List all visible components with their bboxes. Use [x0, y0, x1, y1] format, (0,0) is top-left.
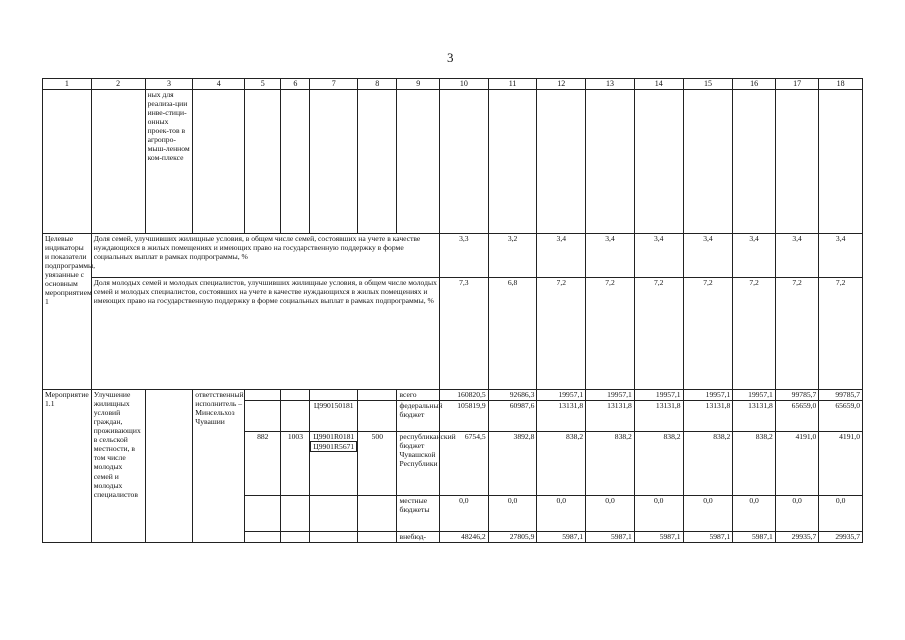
- csr-code: Ц9901R5671: [310, 441, 357, 452]
- column-header: 14: [634, 79, 683, 90]
- column-header: 17: [775, 79, 819, 90]
- indicator-value: 7,2: [537, 277, 586, 389]
- amount: 4191,0: [819, 431, 863, 495]
- indicator-value: 7,2: [683, 277, 733, 389]
- amount: 13131,8: [586, 400, 635, 431]
- column-header: 2: [91, 79, 145, 90]
- indicator-value: 7,2: [819, 277, 863, 389]
- column-header: 18: [819, 79, 863, 90]
- indicator-value: 3,3: [439, 233, 488, 277]
- source-label: республиканский бюджет Чувашской Республики: [397, 431, 440, 495]
- amount: 60987,6: [488, 400, 537, 431]
- amount: 3892,8: [488, 431, 537, 495]
- amount: 92686,3: [488, 389, 537, 400]
- amount: 0,0: [819, 495, 863, 531]
- column-header: 7: [310, 79, 358, 90]
- amount: 13131,8: [733, 400, 776, 431]
- column-header: 6: [281, 79, 310, 90]
- column-header: 1: [43, 79, 92, 90]
- amount: 19957,1: [586, 389, 635, 400]
- amount: 0,0: [439, 495, 488, 531]
- amount: 838,2: [634, 431, 683, 495]
- amount: 5987,1: [537, 531, 586, 542]
- indicator-text: Доля молодых семей и молодых специалистов, улучшивших жилищные условия, в общем числе молодых семей и молодых специалистов, состоявших на учете в качестве нуждающихся в жилых помещениях и имеющих право на государственную поддержку в форме социальных выплат в рамках подпрограммы, %: [91, 277, 439, 389]
- amount: 19957,1: [634, 389, 683, 400]
- amount: 5987,1: [586, 531, 635, 542]
- csr-code: Ц9901R0181: [313, 431, 355, 441]
- indicator-value: 7,2: [733, 277, 776, 389]
- column-header: 16: [733, 79, 776, 90]
- column-header: 3: [145, 79, 193, 90]
- indicator-value: 3,4: [775, 233, 819, 277]
- amount: 105819,9: [439, 400, 488, 431]
- amount: 13131,8: [537, 400, 586, 431]
- column-header: 11: [488, 79, 537, 90]
- amount: 99785,7: [819, 389, 863, 400]
- source-label: местные бюджеты: [397, 495, 440, 531]
- targets-label: Целевые индикаторы и показатели подпрограммы, увязанные с основным мероприятием 1: [43, 233, 92, 389]
- amount: 19957,1: [537, 389, 586, 400]
- amount: 838,2: [537, 431, 586, 495]
- indicator-row: [43, 277, 863, 389]
- indicator-value: 3,4: [683, 233, 733, 277]
- amount: 65659,0: [775, 400, 819, 431]
- indicator-text: Доля семей, улучшивших жилищные условия, в общем числе семей, состоявших на учете в качестве нуждающихся в жилых помещениях и имеющих право на государственную поддержку в форме социальных выплат в рамках подпрограммы, %: [91, 233, 439, 277]
- continuation-row: [43, 89, 863, 233]
- amount: 5987,1: [634, 531, 683, 542]
- amount: 0,0: [733, 495, 776, 531]
- column-header: 12: [537, 79, 586, 90]
- indicator-value: 3,4: [733, 233, 776, 277]
- rzpr-code: 1003: [281, 431, 310, 495]
- amount: 5987,1: [733, 531, 776, 542]
- amount: 4191,0: [775, 431, 819, 495]
- indicator-value: 3,4: [537, 233, 586, 277]
- column-header: 10: [439, 79, 488, 90]
- column-header: 15: [683, 79, 733, 90]
- indicator-value: 3,4: [819, 233, 863, 277]
- amount: 0,0: [537, 495, 586, 531]
- financing-row-total: [43, 389, 863, 400]
- csr-code: Ц990150181: [310, 400, 358, 431]
- amount: 6754,5: [439, 431, 488, 495]
- indicator-value: 7,2: [775, 277, 819, 389]
- indicator-value: 3,4: [634, 233, 683, 277]
- amount: 65659,0: [819, 400, 863, 431]
- amount: 160820,5: [439, 389, 488, 400]
- column-header: 5: [245, 79, 281, 90]
- measure-executor: ответственный исполнитель – Минсельхоз Чувашии: [193, 389, 245, 542]
- indicator-value: 7,2: [634, 277, 683, 389]
- amount: 838,2: [683, 431, 733, 495]
- amount: 13131,8: [683, 400, 733, 431]
- source-label: федеральный бюджет: [397, 400, 440, 431]
- measure-label: Мероприятие 1.1: [43, 389, 92, 542]
- amount: 0,0: [683, 495, 733, 531]
- amount: 5987,1: [683, 531, 733, 542]
- amount: 0,0: [634, 495, 683, 531]
- page-number: 3: [447, 50, 454, 65]
- amount: 0,0: [586, 495, 635, 531]
- csr-codes: [310, 431, 358, 495]
- grbs-code: 882: [245, 431, 281, 495]
- amount: 27805,9: [488, 531, 537, 542]
- indicator-row: [43, 233, 863, 277]
- amount: 13131,8: [634, 400, 683, 431]
- indicator-value: 3,4: [586, 233, 635, 277]
- amount: 99785,7: [775, 389, 819, 400]
- indicator-value: 3,2: [488, 233, 537, 277]
- column-header: 8: [358, 79, 397, 90]
- column-header: 9: [397, 79, 440, 90]
- source-label: внебюд-: [397, 531, 440, 542]
- source-label: всего: [397, 389, 440, 400]
- amount: 838,2: [733, 431, 776, 495]
- amount: 0,0: [775, 495, 819, 531]
- amount: 29935,7: [775, 531, 819, 542]
- amount: 48246,2: [439, 531, 488, 542]
- amount: 0,0: [488, 495, 537, 531]
- column-header: 4: [193, 79, 245, 90]
- indicator-value: 6,8: [488, 277, 537, 389]
- program-table: [42, 78, 863, 543]
- indicator-value: 7,3: [439, 277, 488, 389]
- amount: 838,2: [586, 431, 635, 495]
- column-header: 13: [586, 79, 635, 90]
- indicator-value: 7,2: [586, 277, 635, 389]
- measure-name: Улучшение жилищных условий граждан, проживающих в сельской местности, в том числе молодых семей и молодых специалистов: [91, 389, 145, 542]
- amount: 19957,1: [683, 389, 733, 400]
- column-number-row: [43, 79, 863, 90]
- amount: 19957,1: [733, 389, 776, 400]
- vr-code: 500: [358, 431, 397, 495]
- amount: 29935,7: [819, 531, 863, 542]
- continued-text: ных для реализа-ции инве-стици-онных проек-тов в агропро-мыш-ленном ком-плексе: [145, 89, 193, 233]
